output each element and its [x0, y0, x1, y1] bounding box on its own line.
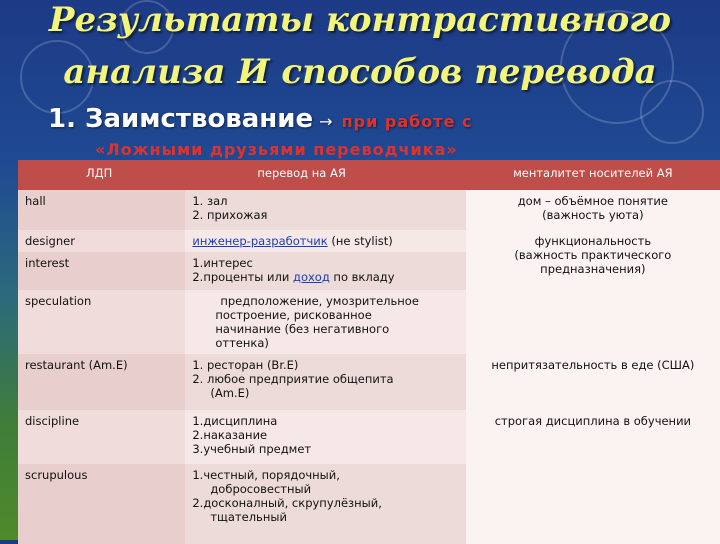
section-heading — [48, 102, 708, 139]
translation-text: 2.проценты или — [192, 270, 293, 284]
table-row — [18, 410, 720, 464]
mentality-cell: строгая дисциплина в обучении — [466, 410, 720, 464]
translation-line: (Am.E) — [210, 386, 250, 400]
table-row — [18, 354, 720, 410]
translation-cell — [185, 410, 465, 464]
translation-line: 2. прихожая — [192, 208, 268, 222]
translation-link[interactable]: доход — [293, 270, 330, 284]
translation-rest: (не stylist) — [327, 234, 393, 248]
section-red-subtitle: «Ложными друзьями переводчика» — [95, 140, 458, 159]
mentality-cell — [466, 464, 720, 544]
word-cell: interest — [18, 252, 185, 290]
mentality-line: предназначения) — [540, 262, 646, 276]
table-row — [18, 190, 720, 230]
slide-title-line1: Результаты контрастивного — [48, 0, 672, 40]
translation-line — [192, 270, 458, 284]
word-cell: hall — [18, 190, 185, 230]
translation-line: оттенка) — [215, 336, 269, 350]
word-cell: scrupulous — [18, 464, 185, 544]
mentality-cell — [466, 190, 720, 230]
arrow-icon: → — [319, 112, 333, 131]
mentality-line: (важность практического — [514, 248, 672, 262]
header-translation: перевод на АЯ — [185, 160, 465, 190]
translation-text: по вкладу — [329, 270, 395, 284]
translation-cell — [185, 190, 465, 230]
word-cell: discipline — [18, 410, 185, 464]
translation-line: начинание (без негативного — [215, 322, 390, 336]
mentality-cell: непритязательность в еде (США) — [466, 354, 720, 410]
translation-line: 2.досконалный, скрупулёзный, — [192, 496, 382, 510]
translation-line: 1. зал — [192, 194, 228, 208]
translation-line: 1.честный, порядочный, — [192, 468, 340, 482]
table-header-row — [18, 160, 720, 190]
translation-link[interactable]: инженер-разработчик — [192, 234, 328, 248]
slide-title-line2: анализа И способов перевода — [63, 52, 657, 92]
translation-line: добросовестный — [210, 482, 312, 496]
translation-line: 2.наказание — [192, 428, 268, 442]
mentality-cell — [466, 230, 720, 354]
table-row — [18, 464, 720, 544]
header-mentality: менталитет носителей АЯ — [466, 160, 720, 190]
translation-line: 3.учебный предмет — [192, 442, 312, 456]
translation-line: построение, рискованное — [215, 308, 372, 322]
word-cell: designer — [18, 230, 185, 252]
translation-line: 1.дисциплина — [192, 414, 278, 428]
comparison-table — [18, 160, 720, 544]
translation-cell — [185, 354, 465, 410]
translation-cell — [185, 464, 465, 544]
table-row — [18, 230, 720, 252]
mentality-line: дом – объёмное понятие — [517, 194, 668, 208]
translation-line: 1.интерес — [192, 256, 253, 270]
translation-cell — [185, 252, 465, 290]
section-red-text: при работе с — [341, 112, 473, 131]
translation-cell — [185, 230, 465, 252]
section-number-title: 1. Заимствование — [48, 104, 314, 134]
translation-line: тщательный — [210, 510, 287, 524]
word-cell: speculation — [18, 290, 185, 354]
mentality-line: функциональность — [534, 234, 652, 248]
translation-line: 2. любое предприятие общепита — [192, 372, 394, 386]
mentality-line: (важность уюта) — [542, 208, 644, 222]
header-ldp: ЛДП — [18, 160, 185, 190]
word-cell: restaurant (Am.E) — [18, 354, 185, 410]
translation-cell — [185, 290, 465, 354]
translation-line: предположение, умозрительное — [220, 294, 419, 308]
translation-line: 1. ресторан (Br.E) — [192, 358, 299, 372]
